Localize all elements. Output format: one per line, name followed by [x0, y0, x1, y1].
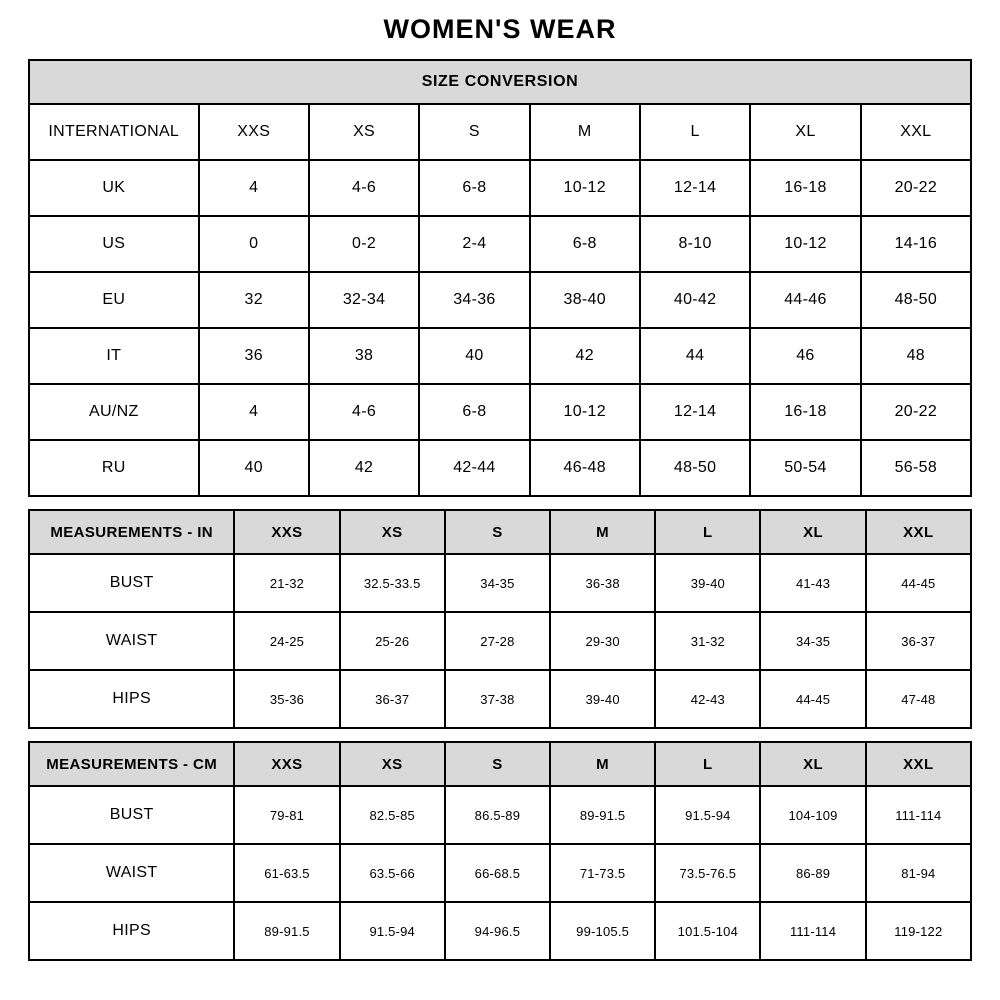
- value-cell: 6-8: [530, 216, 640, 272]
- table-row: [29, 440, 971, 496]
- value-cell: 39-40: [550, 670, 655, 728]
- value-cell: 32: [199, 272, 309, 328]
- value-cell: XXS: [199, 104, 309, 160]
- value-cell: 111-114: [866, 786, 971, 844]
- value-cell: 8-10: [640, 216, 750, 272]
- value-cell: 2-4: [419, 216, 529, 272]
- value-cell: 91.5-94: [655, 786, 760, 844]
- value-cell: 21-32: [234, 554, 339, 612]
- value-cell: 89-91.5: [234, 902, 339, 960]
- value-cell: XXL: [861, 104, 971, 160]
- value-cell: 6-8: [419, 384, 529, 440]
- row-label: INTERNATIONAL: [29, 104, 199, 160]
- row-label: US: [29, 216, 199, 272]
- row-label: IT: [29, 328, 199, 384]
- size-header: XXS: [234, 742, 339, 786]
- value-cell: 24-25: [234, 612, 339, 670]
- value-cell: 34-36: [419, 272, 529, 328]
- value-cell: 42: [309, 440, 419, 496]
- table-row: [29, 786, 971, 844]
- value-cell: 44-45: [866, 554, 971, 612]
- row-label: RU: [29, 440, 199, 496]
- table-row: [29, 104, 971, 160]
- value-cell: 36: [199, 328, 309, 384]
- table-row: [29, 328, 971, 384]
- size-header: L: [655, 510, 760, 554]
- table-row: [29, 902, 971, 960]
- row-label: HIPS: [29, 902, 234, 960]
- value-cell: M: [530, 104, 640, 160]
- measurements-cm-table: [28, 741, 972, 961]
- table-row: [29, 384, 971, 440]
- header-row: [29, 510, 971, 554]
- value-cell: 16-18: [750, 160, 860, 216]
- table-row: [29, 160, 971, 216]
- size-header: XL: [760, 742, 865, 786]
- value-cell: 39-40: [655, 554, 760, 612]
- value-cell: 47-48: [866, 670, 971, 728]
- size-header: S: [445, 510, 550, 554]
- value-cell: 10-12: [530, 384, 640, 440]
- value-cell: 42: [530, 328, 640, 384]
- value-cell: 42-43: [655, 670, 760, 728]
- value-cell: 10-12: [750, 216, 860, 272]
- value-cell: 4: [199, 160, 309, 216]
- value-cell: 20-22: [861, 384, 971, 440]
- value-cell: 29-30: [550, 612, 655, 670]
- size-header: XXS: [234, 510, 339, 554]
- value-cell: 94-96.5: [445, 902, 550, 960]
- value-cell: 99-105.5: [550, 902, 655, 960]
- value-cell: 86-89: [760, 844, 865, 902]
- value-cell: 27-28: [445, 612, 550, 670]
- value-cell: 35-36: [234, 670, 339, 728]
- row-label: BUST: [29, 786, 234, 844]
- value-cell: 42-44: [419, 440, 529, 496]
- value-cell: 31-32: [655, 612, 760, 670]
- size-header: M: [550, 742, 655, 786]
- value-cell: 61-63.5: [234, 844, 339, 902]
- value-cell: 81-94: [866, 844, 971, 902]
- value-cell: 44: [640, 328, 750, 384]
- value-cell: 38: [309, 328, 419, 384]
- size-header: L: [655, 742, 760, 786]
- value-cell: 66-68.5: [445, 844, 550, 902]
- value-cell: 4-6: [309, 160, 419, 216]
- value-cell: 111-114: [760, 902, 865, 960]
- banner-row: [29, 60, 971, 104]
- value-cell: 104-109: [760, 786, 865, 844]
- value-cell: 0: [199, 216, 309, 272]
- value-cell: 89-91.5: [550, 786, 655, 844]
- value-cell: 34-35: [445, 554, 550, 612]
- value-cell: 41-43: [760, 554, 865, 612]
- value-cell: 36-37: [340, 670, 445, 728]
- value-cell: 48-50: [640, 440, 750, 496]
- measurements-in-table: [28, 509, 972, 729]
- row-label: WAIST: [29, 612, 234, 670]
- size-header: XS: [340, 742, 445, 786]
- value-cell: 48: [861, 328, 971, 384]
- value-cell: 16-18: [750, 384, 860, 440]
- value-cell: 73.5-76.5: [655, 844, 760, 902]
- row-label: WAIST: [29, 844, 234, 902]
- size-header: XS: [340, 510, 445, 554]
- value-cell: 40-42: [640, 272, 750, 328]
- value-cell: 44-45: [760, 670, 865, 728]
- table-row: [29, 844, 971, 902]
- row-label: HIPS: [29, 670, 234, 728]
- value-cell: 38-40: [530, 272, 640, 328]
- size-header: XL: [760, 510, 865, 554]
- value-cell: 44-46: [750, 272, 860, 328]
- value-cell: 6-8: [419, 160, 529, 216]
- table-row: [29, 554, 971, 612]
- value-cell: 46-48: [530, 440, 640, 496]
- size-header: XXL: [866, 510, 971, 554]
- row-label: AU/NZ: [29, 384, 199, 440]
- row-label: BUST: [29, 554, 234, 612]
- value-cell: 46: [750, 328, 860, 384]
- value-cell: XS: [309, 104, 419, 160]
- measurements-cm-title: MEASUREMENTS - CM: [29, 742, 234, 786]
- value-cell: 0-2: [309, 216, 419, 272]
- value-cell: L: [640, 104, 750, 160]
- size-header: M: [550, 510, 655, 554]
- value-cell: XL: [750, 104, 860, 160]
- measurements-in-title: MEASUREMENTS - IN: [29, 510, 234, 554]
- value-cell: 40: [199, 440, 309, 496]
- value-cell: 71-73.5: [550, 844, 655, 902]
- page-title: WOMEN'S WEAR: [383, 14, 617, 44]
- row-label: EU: [29, 272, 199, 328]
- size-header: XXL: [866, 742, 971, 786]
- value-cell: 56-58: [861, 440, 971, 496]
- value-cell: 12-14: [640, 160, 750, 216]
- value-cell: 63.5-66: [340, 844, 445, 902]
- value-cell: 10-12: [530, 160, 640, 216]
- value-cell: 50-54: [750, 440, 860, 496]
- value-cell: S: [419, 104, 529, 160]
- value-cell: 36-38: [550, 554, 655, 612]
- value-cell: 79-81: [234, 786, 339, 844]
- size-conversion-table: [28, 59, 972, 497]
- value-cell: 32.5-33.5: [340, 554, 445, 612]
- value-cell: 48-50: [861, 272, 971, 328]
- row-label: UK: [29, 160, 199, 216]
- value-cell: 40: [419, 328, 529, 384]
- table-row: [29, 216, 971, 272]
- table-row: [29, 612, 971, 670]
- value-cell: 20-22: [861, 160, 971, 216]
- value-cell: 14-16: [861, 216, 971, 272]
- value-cell: 82.5-85: [340, 786, 445, 844]
- value-cell: 86.5-89: [445, 786, 550, 844]
- value-cell: 12-14: [640, 384, 750, 440]
- value-cell: 4-6: [309, 384, 419, 440]
- value-cell: 36-37: [866, 612, 971, 670]
- value-cell: 34-35: [760, 612, 865, 670]
- value-cell: 25-26: [340, 612, 445, 670]
- value-cell: 37-38: [445, 670, 550, 728]
- table-row: [29, 670, 971, 728]
- value-cell: 101.5-104: [655, 902, 760, 960]
- header-row: [29, 742, 971, 786]
- value-cell: 32-34: [309, 272, 419, 328]
- size-conversion-title: SIZE CONVERSION: [29, 60, 971, 104]
- value-cell: 119-122: [866, 902, 971, 960]
- table-row: [29, 272, 971, 328]
- value-cell: 91.5-94: [340, 902, 445, 960]
- size-header: S: [445, 742, 550, 786]
- value-cell: 4: [199, 384, 309, 440]
